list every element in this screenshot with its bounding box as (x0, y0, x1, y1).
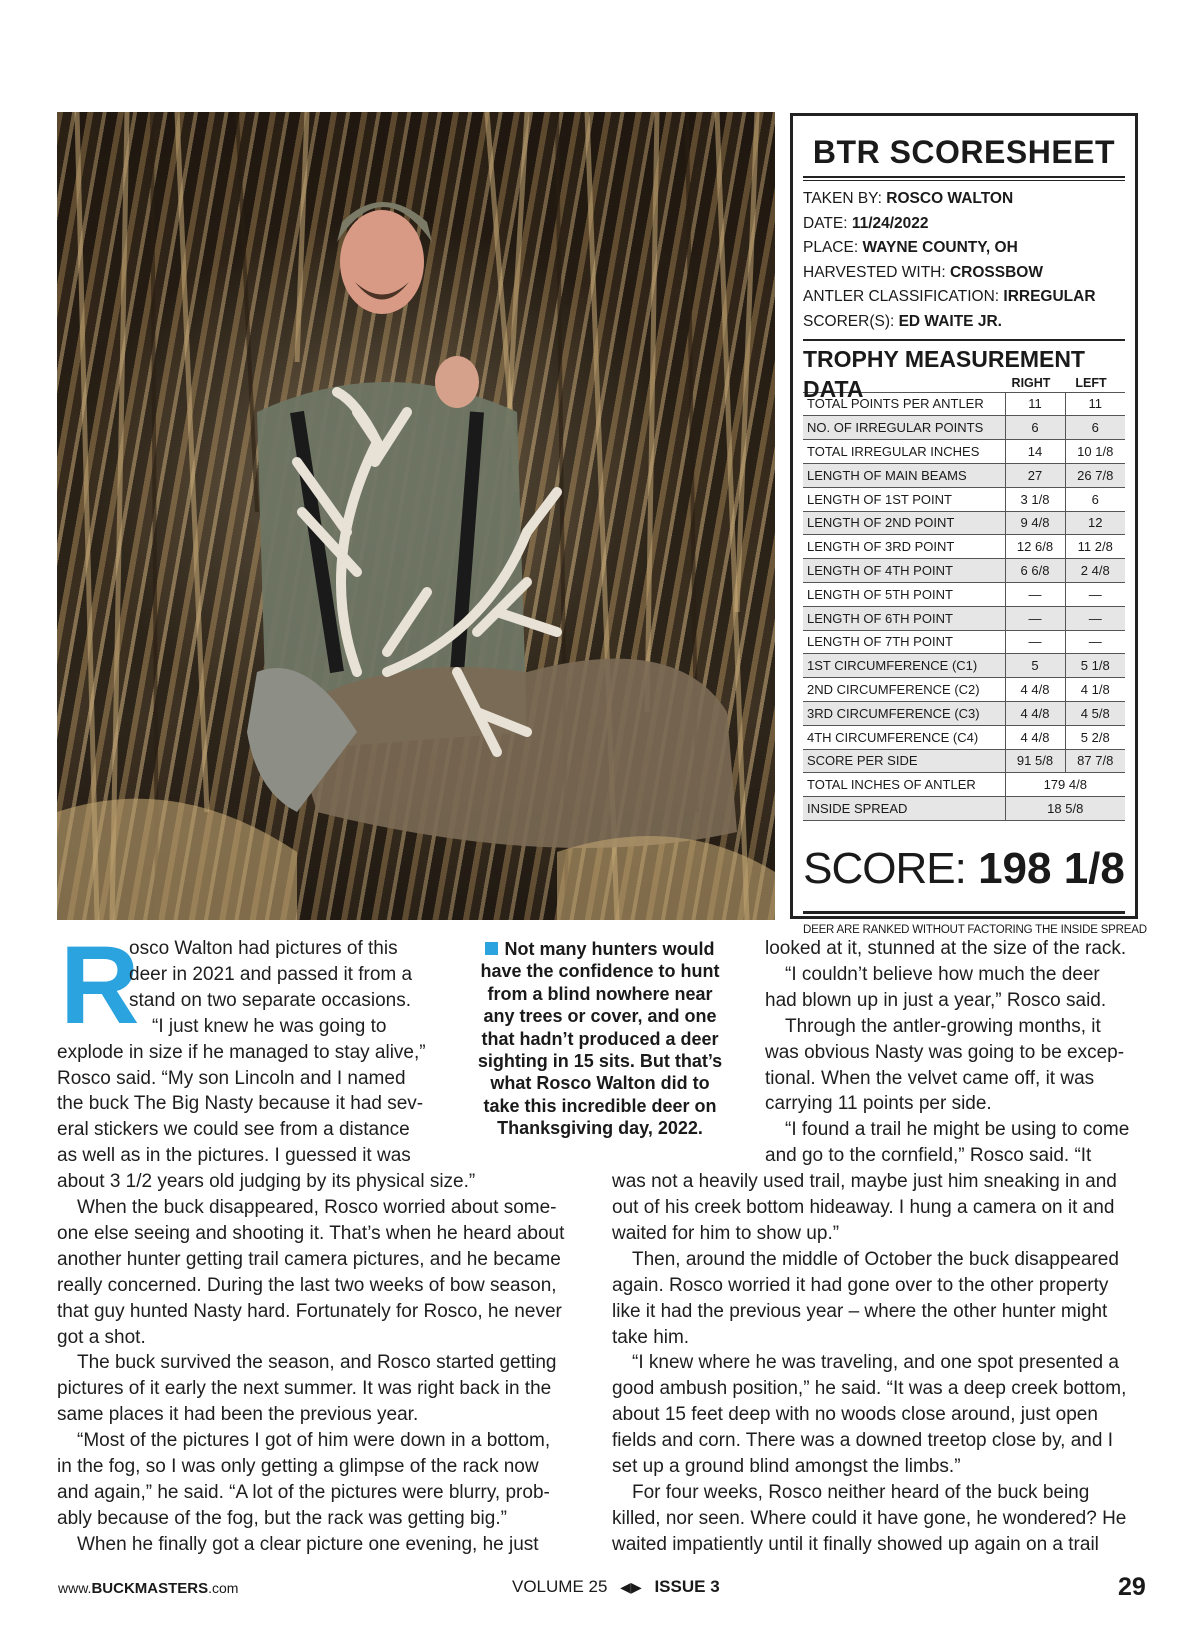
measurement-left: 6 (1065, 416, 1125, 440)
right-column-line: looked at it, stunned at the size of the rack. (765, 938, 1127, 959)
pull-quote-text: have the confidence to hunt (480, 961, 720, 982)
info-value: 11/24/2022 (851, 214, 929, 232)
left-column-line: that guy hunted Nasty hard. Fortunately for Rosco, he never (57, 1300, 562, 1322)
right-column-line: was not a heavily used trail, maybe just him sneaking in and (612, 1171, 1117, 1193)
measurement-left: 11 (1065, 392, 1125, 416)
measurement-row (803, 463, 1125, 487)
info-value: ROSCO WALTON (886, 190, 1014, 207)
right-column-line: For four weeks, Rosco neither heard of the buck being (632, 1481, 1090, 1503)
score-value: 198 1/8 (978, 843, 1125, 893)
total-inches-value: 179 4/8 (1005, 773, 1125, 797)
measurement-right: 9 4/8 (1005, 511, 1065, 535)
measurement-left: 10 1/8 (1065, 440, 1125, 464)
total-inches-row (803, 773, 1125, 797)
measurement-left: 4 1/8 (1065, 678, 1125, 702)
measurement-label: LENGTH OF 1ST POINT (803, 487, 1005, 511)
measurement-label: LENGTH OF 4TH POINT (803, 559, 1005, 583)
info-row (803, 236, 1125, 261)
photo-illustration (57, 112, 775, 920)
left-column-line: “I just knew he was going to (152, 1015, 387, 1037)
scoresheet-title: BTR SCORESHEET (812, 134, 1116, 170)
url-brand: BUCKMASTERS (91, 1580, 209, 1597)
measurement-row (803, 392, 1125, 416)
left-column-line: pictures of it early the next summer. It was right back in the (57, 1378, 552, 1400)
right-column-line: fields and corn. There was a downed treetop close by, and I (612, 1430, 1113, 1452)
left-column-line: about 3 1/2 years old judging by its physical size.” (57, 1171, 476, 1193)
measurement-row (803, 606, 1125, 630)
hunter-deer-photo (57, 112, 775, 920)
left-column-line: the buck The Big Nasty because it had sev- (57, 1093, 424, 1115)
right-column-line: killed, nor seen. Where could it have gone, he wondered? He (612, 1507, 1127, 1529)
left-column-line: The buck survived the season, and Rosco started getting (77, 1352, 557, 1374)
measurement-row (803, 440, 1125, 464)
info-label: SCORER(S): (803, 312, 899, 330)
title-divider (803, 176, 1125, 181)
pull-quote (465, 938, 735, 1140)
measurement-label: 4TH CIRCUMFERENCE (C4) (803, 725, 1005, 749)
measurement-right: — (1005, 582, 1065, 606)
measurement-left: 2 4/8 (1065, 559, 1125, 583)
total-inches-label: TOTAL INCHES OF ANTLER (803, 773, 1005, 797)
info-row (803, 310, 1125, 335)
measurement-label: LENGTH OF 6TH POINT (803, 606, 1005, 630)
measurement-left: 12 (1065, 511, 1125, 535)
measurement-label: LENGTH OF MAIN BEAMS (803, 463, 1005, 487)
measurement-row (803, 487, 1125, 511)
measurement-left: 11 2/8 (1065, 535, 1125, 559)
left-column-line: got a shot. (57, 1326, 146, 1348)
measurement-right: — (1005, 630, 1065, 654)
scoresheet-info (803, 187, 1125, 335)
measurement-label: SCORE PER SIDE (803, 749, 1005, 773)
pull-quote-line (465, 938, 735, 960)
right-column-line: set up a ground blind amongst the limbs.” (612, 1456, 961, 1477)
info-label: TAKEN BY: (803, 190, 887, 207)
left-column-line: as well as in the pictures. I guessed it was (57, 1145, 411, 1167)
info-value: WAYNE COUNTY, OH (862, 239, 1018, 257)
info-label: HARVESTED WITH: (803, 263, 950, 281)
score-label: SCORE: (803, 843, 966, 893)
right-column-line: “I found a trail he might be using to come (785, 1119, 1130, 1141)
diamond-arrow-icon: ◀▶ (620, 1579, 642, 1595)
left-column-line: osco Walton had pictures of this (129, 938, 398, 959)
left-column-line: eral stickers we could see from a distance (57, 1119, 410, 1141)
pull-quote-text: sighting in 15 sits. But that’s (477, 1051, 723, 1072)
left-column-line: deer in 2021 and passed it from a (129, 963, 413, 985)
measurement-label: LENGTH OF 2ND POINT (803, 511, 1005, 535)
right-column-line: “I knew where he was traveling, and one spot presented a (632, 1352, 1119, 1374)
right-column-line: again. Rosco worried it had gone over to the other property (612, 1274, 1109, 1296)
left-column-line: in the fog, so I was only getting a glimpse of the rack now (57, 1456, 539, 1477)
right-column-line: had blown up in just a year,” Rosco said. (765, 989, 1107, 1011)
right-column-line: waited impatiently until it finally showed up again on a trail (612, 1533, 1099, 1555)
left-column-line: stand on two separate occasions. (129, 989, 412, 1011)
left-column-line: really concerned. During the last two weeks of bow season, (57, 1274, 557, 1296)
issue-label: ISSUE 3 (654, 1577, 720, 1596)
pull-quote-text: Thanksgiving day, 2022. (497, 1118, 703, 1139)
right-column-line: about 15 feet deep with no woods close around, just open (612, 1404, 1098, 1426)
pull-quote-line (465, 1050, 735, 1072)
measurement-left: — (1065, 606, 1125, 630)
measurement-label: NO. OF IRREGULAR POINTS (803, 416, 1005, 440)
right-column-line: “I couldn’t believe how much the deer (785, 963, 1100, 985)
footer-volume-issue (512, 1577, 720, 1597)
measurement-row (803, 582, 1125, 606)
info-label: PLACE: (803, 239, 863, 257)
measurement-right: 5 (1005, 654, 1065, 678)
col-left-header: LEFT (1075, 375, 1107, 390)
measurement-label: LENGTH OF 7TH POINT (803, 630, 1005, 654)
volume-label: VOLUME 25 (512, 1577, 608, 1596)
measurement-label: 3RD CIRCUMFERENCE (C3) (803, 701, 1005, 725)
measurement-right: 4 4/8 (1005, 725, 1065, 749)
pull-quote-line (465, 1005, 735, 1027)
left-column-line: Rosco said. “My son Lincoln and I named (57, 1067, 406, 1089)
info-row (803, 285, 1125, 310)
measurement-right: 11 (1005, 392, 1065, 416)
right-column-line: carrying 11 points per side. (765, 1093, 992, 1115)
drop-cap: R (60, 924, 140, 1047)
pull-quote-text: what Rosco Walton did to (490, 1073, 710, 1094)
info-row (803, 261, 1125, 286)
measurement-left: 4 5/8 (1065, 701, 1125, 725)
pull-quote-text: any trees or cover, and one (483, 1006, 717, 1027)
right-column-line: Then, around the middle of October the buck disappeared (632, 1248, 1119, 1270)
measurement-row (803, 725, 1125, 749)
inside-spread-row (803, 797, 1125, 821)
inside-spread-label: INSIDE SPREAD (803, 797, 1005, 821)
pull-quote-text: Not many hunters would (504, 939, 715, 959)
measurement-row (803, 678, 1125, 702)
right-column-line: waited for him to show up.” (612, 1222, 840, 1244)
bullet-square-icon (485, 942, 498, 955)
measurement-right: 6 (1005, 416, 1065, 440)
measurement-left: 87 7/8 (1065, 749, 1125, 773)
measurement-right: 3 1/8 (1005, 487, 1065, 511)
info-divider (803, 339, 1125, 341)
measurement-left: 6 (1065, 487, 1125, 511)
url-suffix: .com (208, 1580, 239, 1596)
measurement-left: 5 2/8 (1065, 725, 1125, 749)
right-column-line: take him. (612, 1326, 690, 1348)
footer-url[interactable] (58, 1580, 238, 1597)
left-column-line: ably because of the fog, but the rack was getting big.” (57, 1507, 507, 1529)
trophy-measurement-title: TROPHY MEASUREMENT DATA (803, 345, 1085, 402)
pull-quote-line (465, 1095, 735, 1117)
measurement-row (803, 511, 1125, 535)
measurement-label: TOTAL POINTS PER ANTLER (803, 392, 1005, 416)
measurement-right: 14 (1005, 440, 1065, 464)
measurement-right: 6 6/8 (1005, 559, 1065, 583)
column-headers (803, 374, 1125, 392)
measurement-right: 91 5/8 (1005, 749, 1065, 773)
left-column-line: same places it had been the previous year. (57, 1404, 419, 1426)
left-column-line: and again,” he said. “A lot of the pictures were blurry, prob- (57, 1481, 550, 1503)
pull-quote-line (465, 1072, 735, 1094)
info-value: ED WAITE JR. (898, 312, 1002, 330)
info-label: ANTLER CLASSIFICATION: (803, 288, 1004, 306)
pull-quote-line (465, 1117, 735, 1139)
right-column-line: good ambush position,” he said. “It was a deep creek bottom, (612, 1378, 1127, 1400)
ranking-footnote: DEER ARE RANKED WITHOUT FACTORING THE INSIDE SPREAD (803, 923, 1147, 936)
pull-quote-text: that hadn’t produced a deer (481, 1028, 719, 1049)
col-right-header: RIGHT (1011, 375, 1051, 390)
measurement-table (803, 392, 1125, 821)
right-column-line: out of his creek bottom hideaway. I hung a camera on it and (612, 1197, 1115, 1218)
right-column-line: tional. When the velvet came off, it was (765, 1067, 1095, 1089)
measurement-left: 5 1/8 (1065, 654, 1125, 678)
url-prefix: www. (58, 1580, 92, 1596)
measurement-left: — (1065, 582, 1125, 606)
measurement-label: TOTAL IRREGULAR INCHES (803, 440, 1005, 464)
left-column-line: another hunter getting trail camera pictures, and he became (57, 1248, 561, 1270)
right-column-line: and go to the cornfield,” Rosco said. “It (765, 1145, 1092, 1167)
measurement-right: 12 6/8 (1005, 535, 1065, 559)
measurement-label: 2ND CIRCUMFERENCE (C2) (803, 678, 1005, 702)
measurement-right: — (1005, 606, 1065, 630)
left-column-line: one else seeing and shooting it. That’s when he heard about (57, 1222, 565, 1244)
left-column-line: explode in size if he managed to stay alive,” (57, 1041, 426, 1063)
pull-quote-line (465, 1028, 735, 1050)
pull-quote-line (465, 960, 735, 982)
measurement-right: 4 4/8 (1005, 678, 1065, 702)
scoresheet-panel (790, 113, 1147, 936)
page-number: 29 (1118, 1573, 1146, 1601)
pull-quote-text: take this incredible deer on (483, 1095, 717, 1116)
measurement-row (803, 630, 1125, 654)
measurement-row (803, 416, 1125, 440)
score-divider (803, 911, 1125, 914)
measurement-row (803, 701, 1125, 725)
measurement-left: — (1065, 630, 1125, 654)
measurement-row (803, 749, 1125, 773)
measurement-label: LENGTH OF 3RD POINT (803, 535, 1005, 559)
right-column-line: Through the antler-growing months, it (785, 1015, 1101, 1037)
info-label: DATE: (803, 214, 852, 232)
final-score (803, 843, 1125, 895)
measurement-row (803, 559, 1125, 583)
measurement-row (803, 535, 1125, 559)
measurement-label: 1ST CIRCUMFERENCE (C1) (803, 654, 1005, 678)
left-column-line: When he finally got a clear picture one evening, he just (77, 1533, 539, 1555)
left-column-line: “Most of the pictures I got of him were down in a bottom, (77, 1430, 551, 1452)
measurement-label: LENGTH OF 5TH POINT (803, 582, 1005, 606)
measurement-left: 26 7/8 (1065, 463, 1125, 487)
info-row (803, 212, 1125, 237)
pull-quote-text: from a blind nowhere near (487, 983, 713, 1004)
info-value: CROSSBOW (949, 263, 1043, 281)
measurement-row (803, 654, 1125, 678)
info-value: IRREGULAR (1003, 288, 1096, 306)
right-column-line: like it had the previous year – where the other hunter might (612, 1300, 1108, 1322)
measurement-right: 27 (1005, 463, 1065, 487)
right-column-line: was obvious Nasty was going to be excep- (765, 1041, 1125, 1063)
left-column-line: When the buck disappeared, Rosco worried about some- (77, 1197, 557, 1218)
info-row (803, 187, 1125, 212)
pull-quote-line (465, 983, 735, 1005)
measurement-right: 4 4/8 (1005, 701, 1065, 725)
inside-spread-value: 18 5/8 (1005, 797, 1125, 821)
